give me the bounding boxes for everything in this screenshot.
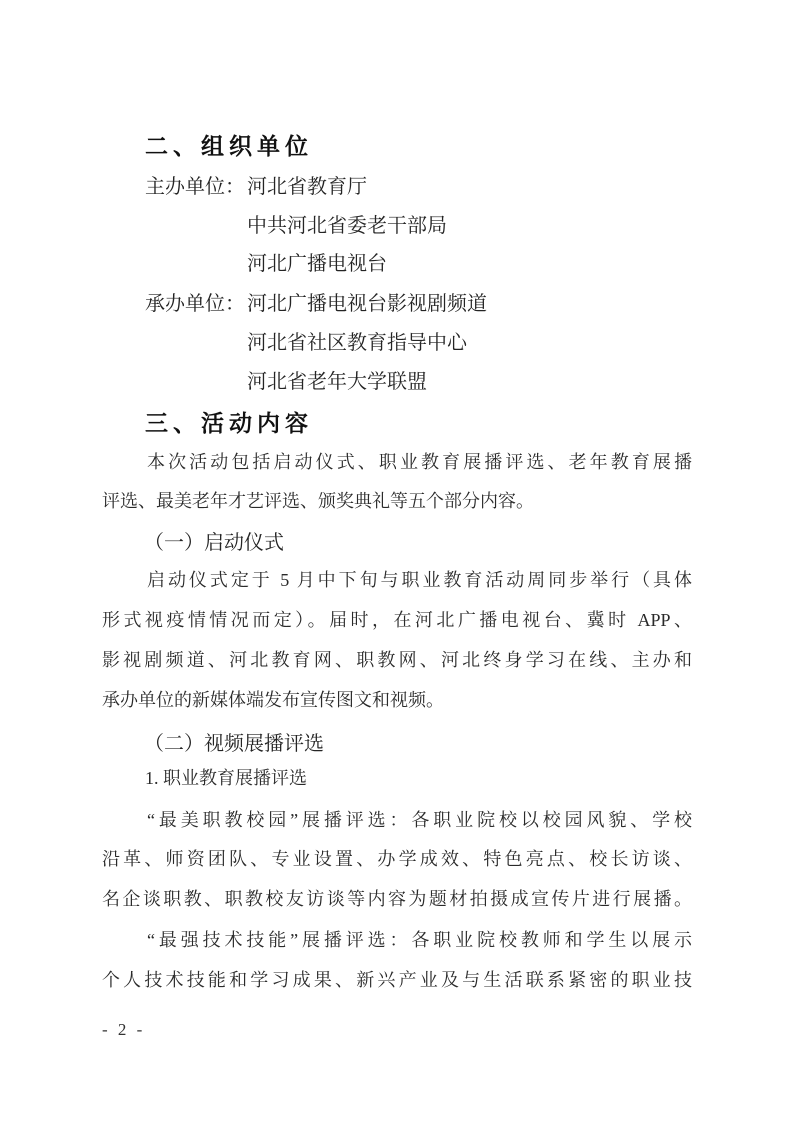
org-name: 河北广播电视台 <box>247 253 387 275</box>
body-line: 承办单位的新媒体端发布宣传图文和视频。 <box>102 690 444 710</box>
body-line: 影视剧频道、河北教育网、职教网、河北终身学习在线、主办和 <box>102 650 692 670</box>
section-heading: 三、活动内容 <box>145 410 313 436</box>
sub-heading: （二）视频展播评选 <box>144 733 324 755</box>
org-name: 河北广播电视台影视剧频道 <box>247 293 487 315</box>
body-line: 沿革、师资团队、专业设置、办学成效、特色亮点、校长访谈、 <box>102 849 692 869</box>
page-number: - 2 - <box>102 1020 146 1039</box>
body-line: “最美职教校园”展播评选：各职业院校以校园风貌、学校 <box>147 810 692 830</box>
org-name: 河北省教育厅 <box>247 176 367 198</box>
body-line: 形式视疫情情况而定）。届时，在河北广播电视台、冀时 APP、 <box>102 610 692 630</box>
org-label: 承办单位： <box>145 293 245 315</box>
body-line: 个人技术技能和学习成果、新兴产业及与生活联系紧密的职业技 <box>102 970 692 990</box>
body-line: 评选、最美老年才艺评选、颁奖典礼等五个部分内容。 <box>102 491 534 511</box>
body-line: 本次活动包括启动仪式、职业教育展播评选、老年教育展播 <box>147 452 692 472</box>
body-line: “最强技术技能”展播评选：各职业院校教师和学生以展示 <box>147 930 692 950</box>
body-line: 名企谈职教、职教校友访谈等内容为题材拍摄成宣传片进行展播。 <box>102 889 692 909</box>
sub-heading: （一）启动仪式 <box>144 532 284 554</box>
org-label: 主办单位： <box>145 176 245 198</box>
list-item-heading: 1. 职业教育展播评选 <box>145 768 307 788</box>
section-heading: 二、组织单位 <box>145 133 313 159</box>
org-name: 河北省社区教育指导中心 <box>247 332 467 354</box>
org-name: 中共河北省委老干部局 <box>247 215 447 237</box>
body-line: 启动仪式定于 5 月中下旬与职业教育活动周同步举行（具体 <box>147 570 692 590</box>
org-name: 河北省老年大学联盟 <box>247 371 427 393</box>
